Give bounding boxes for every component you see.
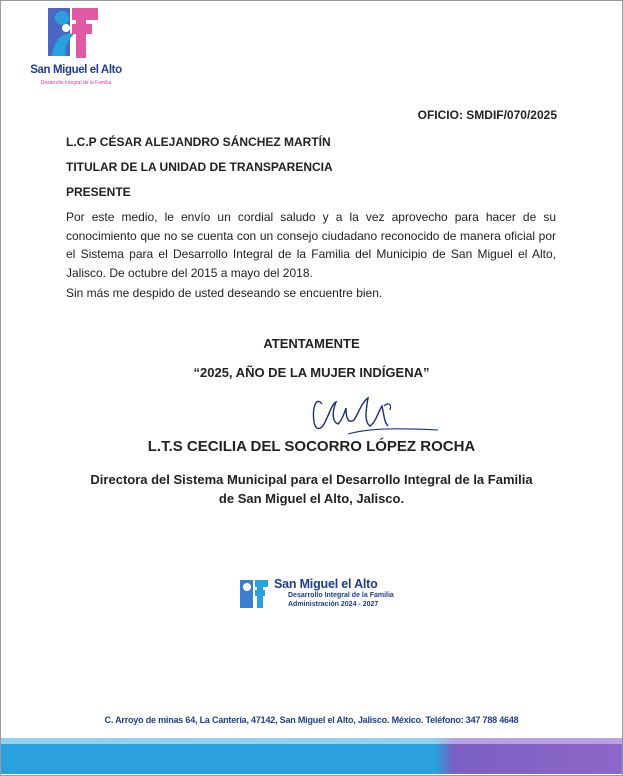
year-motto: “2025, AÑO DE LA MUJER INDÍGENA” (193, 365, 430, 380)
stamp-line2: Administración 2024 - 2027 (288, 601, 379, 608)
signer-name: L.T.S CECILIA DEL SOCORRO LÓPEZ ROCHA (147, 438, 476, 455)
logo-tagline: Desarrollo Integral de la Familia (40, 80, 112, 86)
signer-role (0, 470, 623, 508)
signer-role-text: Directora del Sistema Municipal para el Desarrollo Integral de la Familia de San Miguel el Alto, Jalisco. (90, 472, 533, 506)
closing-line: Sin más me despido de usted deseando se encuentre bien. (66, 286, 383, 300)
recipient-title: TITULAR DE LA UNIDAD DE TRANSPARENCIA (66, 160, 333, 174)
body-paragraph: Por este medio, le envío un cordial saludo y a la vez aprovecho para hacer de su conocimiento que no se cuenta con un consejo ciudadano reconocido de manera oficial por el Sistema para el Desarrollo Integral de la Familia del Municipio de San Miguel el Alto, Jalisco. De octubre del 2015 a mayo del 2018. (66, 210, 556, 280)
footer-address: C. Arroyo de minas 64, La Cantería, 47142, San Miguel el Alto, Jalisco. México. Teléfono: 347 788 4648 (104, 715, 519, 725)
oficio-number: OFICIO: SMDIF/070/2025 (417, 108, 557, 122)
stamp-line1: Desarrollo Integral de la Familia (288, 592, 394, 599)
institution-stamp (238, 578, 410, 614)
salutation: PRESENTE (66, 185, 131, 199)
dif-stamp-emblem-icon (238, 578, 270, 610)
recipient-name: L.C.P CÉSAR ALEJANDRO SÁNCHEZ MARTÍN (66, 135, 331, 149)
stamp-title: San Miguel el Alto (274, 577, 378, 591)
handwritten-signature (288, 384, 438, 446)
footer-band-highlight (1, 738, 622, 744)
dif-logo (28, 4, 122, 90)
logo-name: San Miguel el Alto (30, 64, 122, 76)
dif-emblem-icon (44, 4, 102, 62)
atentamente-heading: ATENTAMENTE (263, 336, 360, 351)
